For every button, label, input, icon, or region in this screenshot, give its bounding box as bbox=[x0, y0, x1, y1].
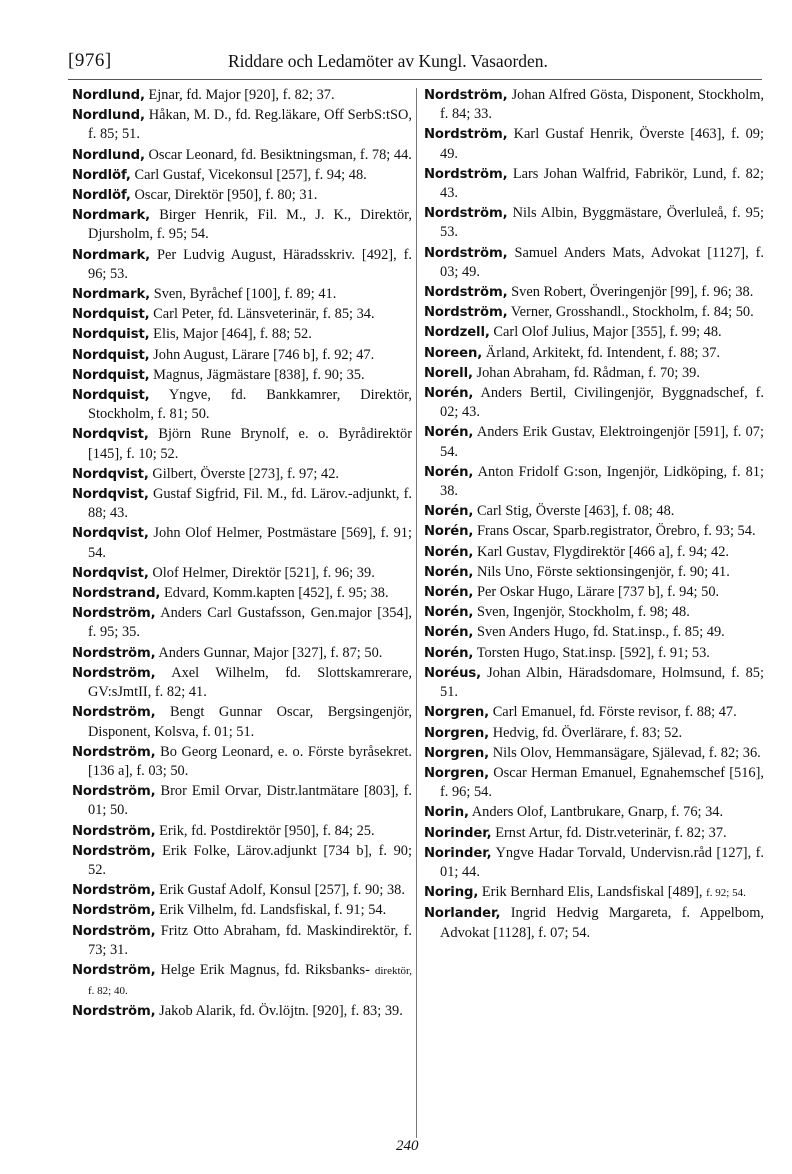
entry-details: Sven, Ingenjör, Stockholm, f. 98; 48. bbox=[476, 604, 690, 621]
entry-details: Anders Gunnar, Major [327], f. 87; 50. bbox=[158, 644, 383, 661]
register-entry bbox=[72, 961, 412, 1001]
entry-surname: Nordström, bbox=[424, 285, 508, 301]
register-entry bbox=[424, 303, 764, 322]
entry-surname: Nordström, bbox=[72, 1004, 156, 1020]
register-entry bbox=[424, 463, 764, 501]
register-entry bbox=[72, 822, 412, 841]
entry-details: Per Oskar Hugo, Lärare [737 b], f. 94; 50. bbox=[476, 584, 720, 601]
register-entry bbox=[424, 364, 764, 383]
entry-surname: Norén, bbox=[424, 386, 474, 402]
entry-details: Lars Johan Walfrid, Fabrikör, Lund, f. 82; 43. bbox=[440, 165, 764, 202]
entry-details: Frans Oscar, Sparb.registrator, Örebro, f. 93; 54. bbox=[476, 523, 756, 540]
register-entry bbox=[424, 344, 764, 363]
register-entry bbox=[72, 842, 412, 880]
register-entry bbox=[424, 125, 764, 163]
register-entry bbox=[424, 703, 764, 722]
register-entry bbox=[424, 502, 764, 521]
entry-details: Karl Gustaf Henrik, Överste [463], f. 09; 49. bbox=[440, 126, 764, 162]
header-rule bbox=[68, 79, 762, 80]
register-entry bbox=[72, 146, 412, 165]
entry-details: Carl Stig, Överste [463], f. 08; 48. bbox=[476, 503, 675, 520]
register-entry bbox=[424, 824, 764, 843]
register-entry bbox=[72, 346, 412, 365]
entry-surname: Norell, bbox=[424, 365, 473, 381]
entry-details: Elis, Major [464], f. 88; 52. bbox=[153, 326, 312, 343]
entry-surname: Nordlund, bbox=[72, 108, 145, 124]
register-entry bbox=[424, 883, 764, 903]
entry-surname: Nordström, bbox=[72, 962, 156, 978]
entry-details: Oscar Herman Emanuel, Egnahemschef [516], f. 96; 54. bbox=[440, 764, 764, 801]
entry-details-small: direktör, f. 82; 40. bbox=[88, 964, 412, 998]
entry-surname: Nordström, bbox=[72, 744, 156, 760]
entry-surname: Norén, bbox=[424, 464, 474, 480]
entry-surname: Norén, bbox=[424, 585, 474, 601]
entry-surname: Nordström, bbox=[72, 606, 156, 622]
register-entry bbox=[72, 166, 412, 185]
entry-surname: Nordqvist, bbox=[72, 466, 149, 482]
entry-details: Nils Uno, Förste sektionsingenjör, f. 90; 41. bbox=[476, 563, 730, 580]
entry-details: Nils Olov, Hemmansägare, Själevad, f. 82; 36. bbox=[492, 744, 761, 761]
entry-surname: Nordström, bbox=[72, 843, 156, 859]
register-entry bbox=[72, 881, 412, 900]
entry-details-small: f. 92; 54. bbox=[706, 887, 746, 900]
column-divider bbox=[416, 88, 417, 1138]
entry-details: Carl Peter, fd. Länsveterinär, f. 85; 34. bbox=[153, 306, 375, 323]
entry-details: Bo Georg Leonard, e. o. Förste byråsekret. [136 a], f. 03; 50. bbox=[88, 743, 412, 779]
entry-details: Björn Rune Brynolf, e. o. Byrådirektör [145], f. 10; 52. bbox=[88, 426, 412, 462]
entry-surname: Nordlund, bbox=[72, 88, 145, 103]
entry-surname: Norén, bbox=[424, 605, 474, 621]
entry-details: Verner, Grosshandl., Stockholm, f. 84; 50. bbox=[510, 304, 754, 321]
entry-surname: Norén, bbox=[424, 625, 474, 641]
entry-surname: Nordström, bbox=[424, 88, 508, 103]
running-title: Riddare och Ledamöter av Kungl. Vasaorden. bbox=[228, 51, 548, 71]
entry-surname: Nordlöf, bbox=[72, 188, 131, 204]
entry-details: Ejnar, fd. Major [920], f. 82; 37. bbox=[148, 87, 335, 103]
entry-surname: Nordström, bbox=[424, 206, 508, 222]
register-entry bbox=[72, 246, 412, 284]
register-entry bbox=[424, 244, 764, 282]
entry-surname: Nordström, bbox=[72, 903, 156, 919]
entry-surname: Norgren, bbox=[424, 745, 490, 761]
right-column bbox=[424, 86, 764, 944]
register-entry bbox=[72, 922, 412, 960]
entry-surname: Nordmark, bbox=[72, 208, 151, 224]
entry-details: Sven Robert, Överingenjör [99], f. 96; 38. bbox=[511, 284, 754, 301]
register-entry bbox=[424, 724, 764, 743]
register-entry bbox=[72, 366, 412, 385]
register-entry bbox=[424, 664, 764, 702]
entry-details: Ingrid Hedvig Margareta, f. Appelbom, Advokat [1128], f. 07; 54. bbox=[440, 905, 764, 941]
entry-details: Olof Helmer, Direktör [521], f. 96; 39. bbox=[152, 564, 375, 581]
entry-surname: Nordström, bbox=[424, 305, 508, 321]
entry-details: Samuel Anders Mats, Advokat [1127], f. 03; 49. bbox=[440, 244, 764, 280]
register-entry bbox=[72, 901, 412, 920]
entry-details: Anders Erik Gustav, Elektroingenjör [591], f. 07; 54. bbox=[440, 424, 764, 460]
entry-surname: Norgren, bbox=[424, 765, 490, 781]
entry-surname: Nordstrand, bbox=[72, 586, 161, 602]
entry-surname: Noreen, bbox=[424, 345, 483, 361]
register-entry bbox=[72, 425, 412, 463]
entry-surname: Nordström, bbox=[72, 784, 156, 800]
entry-details: Anders Bertil, Civilingenjör, Byggnadschef, f. 02; 43. bbox=[440, 385, 764, 421]
register-entry bbox=[72, 664, 412, 702]
entry-details: Nils Albin, Byggmästare, Överluleå, f. 95; 53. bbox=[440, 205, 764, 241]
register-entry bbox=[72, 106, 412, 144]
entry-details: Karl Gustav, Flygdirektör [466 a], f. 94; 42. bbox=[476, 543, 730, 560]
register-entry bbox=[424, 623, 764, 642]
entry-details: Per Ludvig August, Häradsskriv. [492], f. 96; 53. bbox=[88, 246, 412, 282]
entry-surname: Nordström, bbox=[72, 823, 156, 839]
entry-surname: Nordquist, bbox=[72, 367, 150, 383]
entry-details: Erik, fd. Postdirektör [950], f. 84; 25. bbox=[159, 822, 375, 839]
entry-details: Helge Erik Magnus, fd. Riksbanks- bbox=[160, 961, 370, 978]
entry-details: Anton Fridolf G:son, Ingenjör, Lidköping, f. 81; 38. bbox=[440, 463, 764, 500]
entry-surname: Nordström, bbox=[424, 127, 508, 143]
entry-surname: Nordquist, bbox=[72, 347, 150, 363]
entry-surname: Nordquist, bbox=[72, 327, 150, 343]
entry-details: Axel Wilhelm, fd. Slottskamrerare, GV:sJmtII, f. 82; 41. bbox=[88, 664, 412, 701]
entry-surname: Norlander, bbox=[424, 906, 501, 922]
entry-surname: Nordström, bbox=[72, 645, 156, 661]
entry-surname: Norén, bbox=[424, 524, 474, 540]
entry-details: Johan Abraham, fd. Rådman, f. 70; 39. bbox=[476, 364, 700, 381]
register-entry bbox=[72, 485, 412, 523]
entry-details: Gustaf Sigfrid, Fil. M., fd. Lärov.-adjunkt, f. 88; 43. bbox=[88, 486, 412, 522]
entry-details: John August, Lärare [746 b], f. 92; 47. bbox=[153, 346, 375, 363]
register-entry bbox=[72, 186, 412, 205]
entry-surname: Norén, bbox=[424, 544, 474, 560]
entry-surname: Nordmark, bbox=[72, 247, 151, 263]
register-entry bbox=[424, 563, 764, 582]
entry-details: Oscar, Direktör [950], f. 80; 31. bbox=[134, 187, 318, 204]
entry-details: Carl Gustaf, Vicekonsul [257], f. 94; 48. bbox=[134, 166, 367, 183]
register-entry bbox=[72, 564, 412, 583]
register-entry bbox=[424, 764, 764, 802]
entry-details: Ernst Artur, fd. Distr.veterinär, f. 82; 37. bbox=[495, 824, 727, 841]
register-entry bbox=[72, 782, 412, 820]
entry-surname: Norinder, bbox=[424, 825, 492, 841]
entry-surname: Noring, bbox=[424, 885, 479, 901]
left-column bbox=[72, 86, 412, 1023]
register-entry bbox=[424, 583, 764, 602]
register-entry bbox=[424, 543, 764, 562]
entry-details: Sven Anders Hugo, fd. Stat.insp., f. 85; 49. bbox=[476, 624, 725, 641]
entry-details: Yngve Hadar Torvald, Undervisn.råd [127], f. 01; 44. bbox=[440, 844, 764, 880]
entry-details: Håkan, M. D., fd. Reg.läkare, Off SerbS:tSO, f. 85; 51. bbox=[88, 107, 412, 143]
entry-details: Johan Alfred Gösta, Disponent, Stockholm, f. 84; 33. bbox=[440, 87, 764, 123]
entry-details: Gilbert, Överste [273], f. 97; 42. bbox=[152, 465, 340, 482]
register-entry bbox=[424, 204, 764, 242]
entry-details: Bengt Gunnar Oscar, Bergsingenjör, Disponent, Kolsva, f. 01; 51. bbox=[88, 704, 412, 740]
entry-details: Carl Olof Julius, Major [355], f. 99; 48. bbox=[493, 324, 722, 341]
entry-surname: Nordström, bbox=[424, 166, 508, 182]
register-entry bbox=[72, 305, 412, 324]
entry-details: Yngve, fd. Bankkamrer, Direktör, Stockholm, f. 81; 50. bbox=[88, 387, 412, 423]
register-entry bbox=[424, 86, 764, 124]
entry-details: Magnus, Jägmästare [838], f. 90; 35. bbox=[153, 366, 365, 383]
register-entry bbox=[72, 743, 412, 781]
page-number-bottom: 240 bbox=[396, 1138, 419, 1154]
entry-surname: Nordqvist, bbox=[72, 487, 149, 503]
register-entry bbox=[424, 384, 764, 422]
entry-surname: Noréus, bbox=[424, 665, 482, 681]
register-entry bbox=[72, 386, 412, 424]
entry-details: Birger Henrik, Fil. M., J. K., Direktör, Djursholm, f. 95; 54. bbox=[88, 207, 412, 243]
entry-surname: Nordqvist, bbox=[72, 526, 149, 542]
entry-surname: Norin, bbox=[424, 805, 469, 821]
register-entry bbox=[424, 844, 764, 882]
entry-surname: Norinder, bbox=[424, 845, 492, 861]
entry-surname: Nordlund, bbox=[72, 147, 145, 163]
page-number-top: [976] bbox=[68, 50, 112, 71]
entry-surname: Nordquist, bbox=[72, 388, 150, 404]
entry-surname: Nordström, bbox=[72, 883, 156, 899]
register-entry bbox=[72, 86, 412, 105]
entry-surname: Nordmark, bbox=[72, 287, 151, 303]
entry-details: Jakob Alarik, fd. Öv.löjtn. [920], f. 83; 39. bbox=[159, 1003, 403, 1020]
register-entry bbox=[72, 584, 412, 603]
page-header bbox=[68, 50, 758, 76]
entry-details: Johan Albin, Häradsdomare, Holmsund, f. 85; 51. bbox=[440, 664, 764, 701]
entry-details: Bror Emil Orvar, Distr.lantmätare [803], f. 01; 50. bbox=[88, 783, 412, 819]
register-entry bbox=[72, 1002, 412, 1021]
entry-details: Anders Carl Gustafsson, Gen.major [354], f. 95; 35. bbox=[88, 605, 412, 641]
entry-surname: Nordström, bbox=[72, 923, 156, 939]
entry-surname: Norén, bbox=[424, 504, 474, 520]
register-entry bbox=[424, 904, 764, 942]
register-entry bbox=[72, 325, 412, 344]
register-entry bbox=[424, 423, 764, 461]
entry-surname: Norén, bbox=[424, 645, 474, 661]
entry-details: Edvard, Komm.kapten [452], f. 95; 38. bbox=[163, 585, 389, 602]
entry-surname: Nordqvist, bbox=[72, 565, 149, 581]
register-entry bbox=[72, 604, 412, 642]
register-entry bbox=[424, 803, 764, 822]
entry-surname: Norén, bbox=[424, 564, 474, 580]
entry-surname: Norgren, bbox=[424, 725, 490, 741]
register-entry bbox=[72, 644, 412, 663]
entry-details: Erik Gustaf Adolf, Konsul [257], f. 90; 38. bbox=[159, 882, 405, 899]
register-entry bbox=[424, 283, 764, 302]
register-entry bbox=[424, 603, 764, 622]
entry-details: Torsten Hugo, Stat.insp. [592], f. 91; 53. bbox=[476, 644, 710, 661]
entry-details: Erik Folke, Lärov.adjunkt [734 b], f. 90; 52. bbox=[88, 842, 412, 878]
entry-surname: Nordquist, bbox=[72, 307, 150, 323]
register-entry bbox=[424, 522, 764, 541]
entry-details: Ärland, Arkitekt, fd. Intendent, f. 88; 37. bbox=[485, 344, 720, 361]
register-entry bbox=[424, 165, 764, 203]
entry-details: Sven, Byråchef [100], f. 89; 41. bbox=[153, 286, 337, 303]
entry-surname: Norgren, bbox=[424, 705, 490, 721]
entry-details: Anders Olof, Lantbrukare, Gnarp, f. 76; 34. bbox=[471, 804, 724, 821]
register-entry bbox=[72, 524, 412, 562]
entry-surname: Nordström, bbox=[424, 245, 508, 261]
entry-details: Carl Emanuel, fd. Förste revisor, f. 88; 47. bbox=[492, 704, 737, 721]
register-entry bbox=[424, 744, 764, 763]
entry-details: Erik Bernhard Elis, Landsfiskal [489], bbox=[481, 884, 703, 901]
entry-surname: Nordlöf, bbox=[72, 167, 131, 183]
entry-surname: Nordström, bbox=[72, 665, 156, 681]
entry-details: Hedvig, fd. Överlärare, f. 83; 52. bbox=[492, 724, 683, 741]
register-entry bbox=[72, 703, 412, 741]
entry-surname: Nordqvist, bbox=[72, 427, 149, 443]
register-entry bbox=[424, 323, 764, 342]
entry-surname: Nordzell, bbox=[424, 325, 490, 341]
register-entry bbox=[72, 285, 412, 304]
entry-surname: Norén, bbox=[424, 425, 474, 441]
entry-details: Oscar Leonard, fd. Besiktningsman, f. 78; 44. bbox=[148, 146, 412, 163]
entry-details: John Olof Helmer, Postmästare [569], f. 91; 54. bbox=[88, 525, 412, 561]
register-entry bbox=[424, 644, 764, 663]
register-entry bbox=[72, 206, 412, 244]
entry-details: Erik Vilhelm, fd. Landsfiskal, f. 91; 54. bbox=[159, 902, 387, 919]
entry-details: Fritz Otto Abraham, fd. Maskindirektör, f. 73; 31. bbox=[88, 922, 412, 958]
register-entry bbox=[72, 465, 412, 484]
entry-surname: Nordström, bbox=[72, 705, 156, 721]
